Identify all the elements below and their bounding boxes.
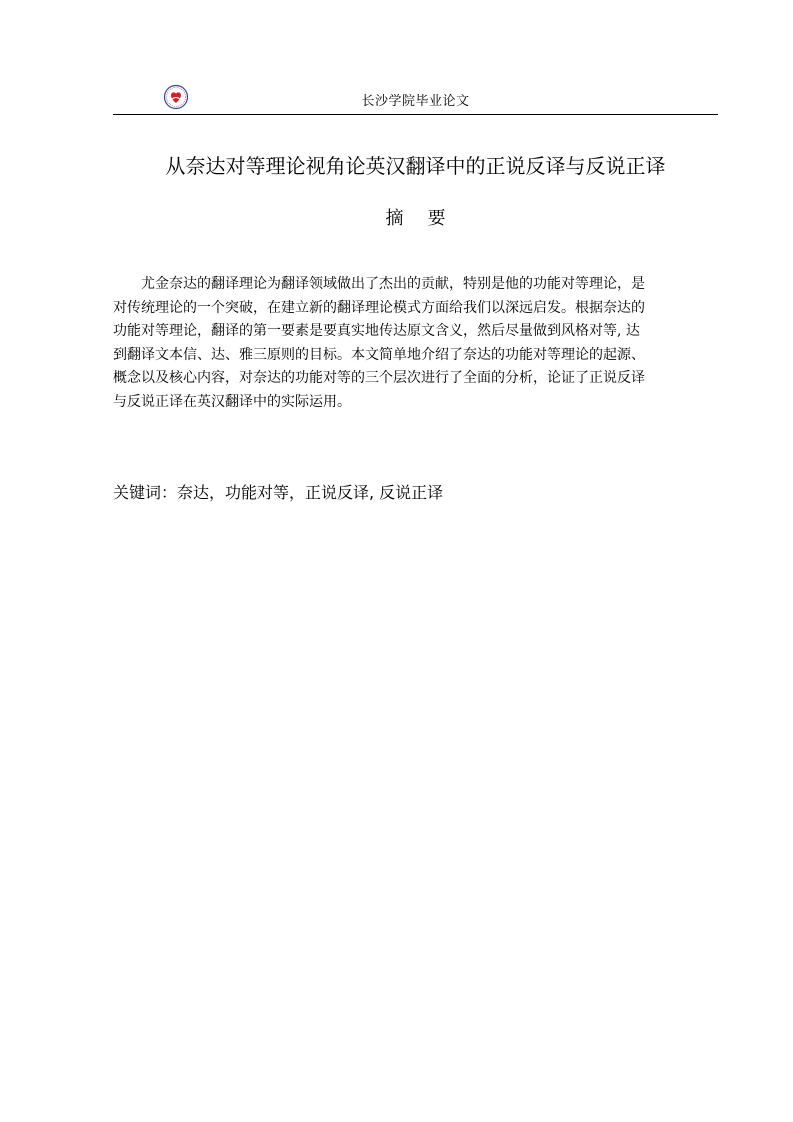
page-header xyxy=(113,82,718,115)
abstract-line: 与反说正译在英汉翻译中的实际运用。 xyxy=(113,393,351,410)
abstract-line: 尤金奈达的翻译理论为翻译领域做出了杰出的贡献，特别是他的功能对等理论，是 xyxy=(141,276,645,292)
keywords-line: 关键词：奈达，功能对等，正说反译, 反说正译 xyxy=(113,483,444,502)
abstract-line: 功能对等理论，翻译的第一要素是要真实地传达原文含义，然后尽量做到风格对等, 达 xyxy=(113,323,640,339)
abstract-heading: 摘要 xyxy=(385,208,470,229)
abstract-line: 概念以及核心内容，对奈达的功能对等的三个层次进行了全面的分析，论证了正说反译 xyxy=(113,370,645,386)
abstract-line: 到翻译文本信、达、雅三原则的目标。本文简单地介绍了奈达的功能对等理论的起源、 xyxy=(113,346,645,363)
header-title: 长沙学院毕业论文 xyxy=(361,94,470,109)
abstract-line: 对传统理论的一个突破，在建立新的翻译理论模式方面给我们以深远启发。根据奈达的 xyxy=(113,299,645,316)
abstract-paragraph xyxy=(113,273,718,414)
thesis-title: 从奈达对等理论视角论英汉翻译中的正说反译与反说正译 xyxy=(165,154,666,178)
